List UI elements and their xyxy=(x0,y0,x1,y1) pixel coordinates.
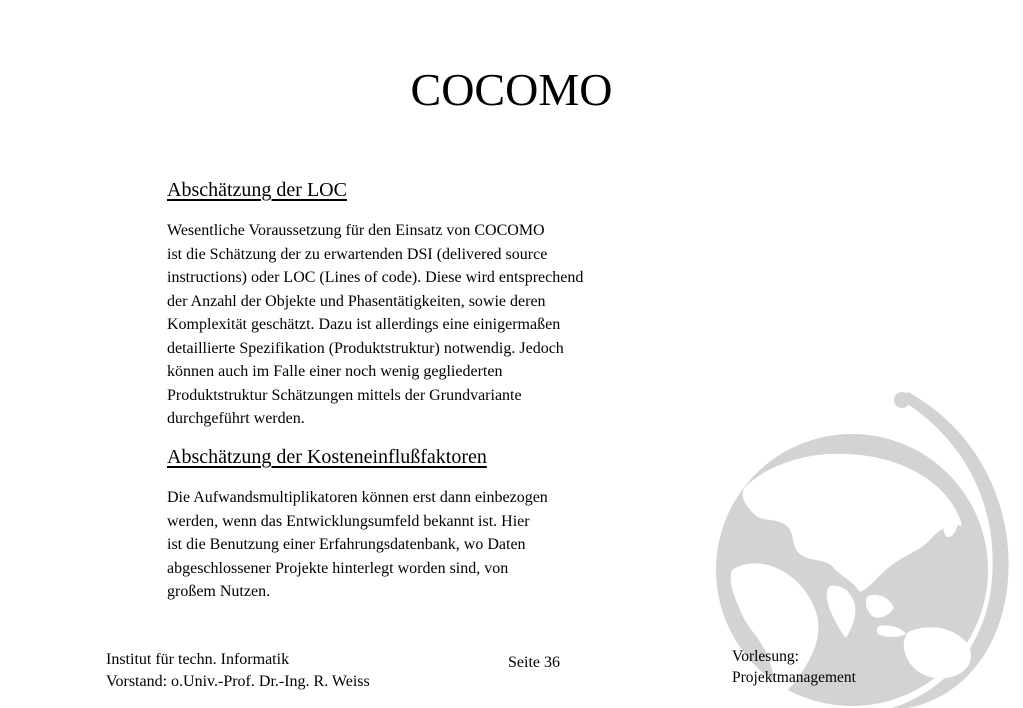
section-heading-cost-factors: Abschätzung der Kosteneinflußfaktoren xyxy=(167,446,487,468)
section-heading-loc: Abschätzung der LOC xyxy=(167,179,347,201)
text-line: abgeschlossener Projekte hinterlegt worden sind, von xyxy=(167,559,509,577)
footer-institute-name: Institut für techn. Informatik xyxy=(106,651,290,668)
text-line: Wesentliche Voraussetzung für den Einsatz von COCOMO xyxy=(167,222,545,239)
section-text-loc xyxy=(167,219,583,431)
text-line: ist die Benutzung einer Erfahrungsdatenbank, wo Daten xyxy=(167,536,526,553)
section-text-cost-factors xyxy=(167,486,548,604)
text-line: ist die Schätzung der zu erwartenden DSI (delivered source xyxy=(167,245,548,263)
text-line: werden, wenn das Entwicklungsumfeld bekannt ist. Hier xyxy=(167,512,530,530)
footer-lecture-name: Projektmanagement xyxy=(732,669,856,686)
text-line: instructions) oder LOC (Lines of code). Diese wird entsprechend xyxy=(167,269,584,286)
text-line: können auch im Falle einer noch wenig gegliederten xyxy=(167,363,503,380)
text-line: Komplexität geschätzt. Dazu ist allerdings eine einigermaßen xyxy=(167,316,561,333)
text-line: durchgeführt werden. xyxy=(167,410,305,427)
text-line: Die Aufwandsmultiplikatoren können erst dann einbezogen xyxy=(167,489,548,506)
globe-knob xyxy=(894,392,910,408)
footer-lecture-label: Vorlesung: xyxy=(732,648,799,665)
text-line: detaillierte Spezifikation (Produktstruktur) notwendig. Jedoch xyxy=(167,339,564,357)
footer-lecture xyxy=(732,646,856,688)
footer-institute xyxy=(106,649,370,693)
slide-title: COCOMO xyxy=(410,64,613,115)
text-line: Produktstruktur Schätzungen mittels der Grundvariante xyxy=(167,386,522,404)
footer-page-number: Seite 36 xyxy=(508,654,560,671)
text-line: der Anzahl der Objekte und Phasentätigkeiten, sowie deren xyxy=(167,292,546,310)
text-line: großem Nutzen. xyxy=(167,583,271,600)
footer-institute-head: Vorstand: o.Univ.-Prof. Dr.-Ing. R. Weiss xyxy=(106,673,370,690)
